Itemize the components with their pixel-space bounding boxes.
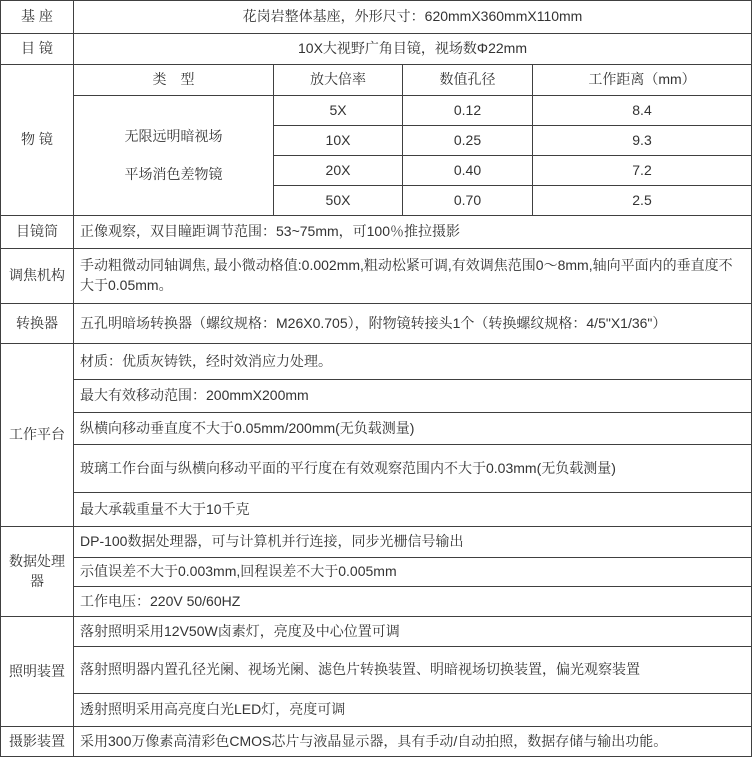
objective-50x-magnification: 50X [274, 186, 403, 216]
stage-item-4: 玻璃工作台面与纵横向移动平面的平行度在有效观察范围内不大于0.03mm(无负载测量) [74, 445, 752, 493]
photography-label: 摄影装置 [1, 727, 74, 757]
objective-label: 物 镜 [1, 65, 74, 216]
eyepiece-tube-value: 正像观察，双目瞳距调节范围：53~75mm，可100％推拉摄影 [74, 216, 752, 249]
nosepiece-value: 五孔明暗场转换器（螺纹规格：M26X0.705），附物镜转接头1个（转换螺纹规格：4/5"X1/36"） [74, 304, 752, 344]
row-base [1, 1, 752, 34]
nosepiece-label: 转换器 [1, 304, 74, 344]
row-objective-5x [1, 96, 752, 126]
row-data-processor-2 [1, 558, 752, 587]
row-photography [1, 727, 752, 757]
data-processor-label: 数据处理器 [1, 527, 74, 617]
objective-10x-magnification: 10X [274, 126, 403, 156]
row-stage-1 [1, 344, 752, 380]
objective-5x-wd: 8.4 [533, 96, 752, 126]
objective-header-type: 类 型 [74, 65, 274, 96]
row-stage-4 [1, 445, 752, 493]
objective-5x-na: 0.12 [403, 96, 533, 126]
row-focusing [1, 249, 752, 304]
data-processor-item-3: 工作电压：220V 50/60HZ [74, 587, 752, 617]
objective-type-line1: 无限远明暗视场 [124, 127, 223, 144]
objective-header-magnification: 放大倍率 [274, 65, 403, 96]
data-processor-item-1: DP-100数据处理器，可与计算机并行连接，同步光栅信号输出 [74, 527, 752, 558]
objective-header-working-distance: 工作距离（mm） [533, 65, 752, 96]
eyepiece-tube-label: 目镜筒 [1, 216, 74, 249]
row-stage-3 [1, 413, 752, 445]
row-stage-5 [1, 493, 752, 527]
row-stage-2 [1, 380, 752, 413]
row-nosepiece [1, 304, 752, 344]
row-illumination-1 [1, 617, 752, 647]
row-eyepiece [1, 34, 752, 65]
row-data-processor-3 [1, 587, 752, 617]
objective-type-line2: 平场消色差物镜 [124, 165, 223, 182]
photography-value: 采用300万像素高清彩色CMOS芯片与液晶显示器，具有手动/自动拍照，数据存储与输出功能。 [74, 727, 752, 757]
illumination-label: 照明装置 [1, 617, 74, 727]
focusing-value: 手动粗微动同轴调焦, 最小微动格值:0.002mm,粗动松紧可调,有效调焦范围0～8mm,轴向平面内的垂直度不大于0.05mm。 [74, 249, 752, 304]
stage-item-3: 纵横向移动垂直度不大于0.05mm/200mm(无负载测量) [74, 413, 752, 445]
illumination-item-1: 落射照明采用12V50W卤素灯，亮度及中心位置可调 [74, 617, 752, 647]
row-eyepiece-tube [1, 216, 752, 249]
objective-type-cell [74, 96, 274, 216]
eyepiece-value: 10X大视野广角目镜，视场数Φ22mm [74, 34, 752, 65]
base-label: 基 座 [1, 1, 74, 34]
row-illumination-3 [1, 694, 752, 727]
objective-50x-wd: 2.5 [533, 186, 752, 216]
objective-header-numerical-aperture: 数值孔径 [403, 65, 533, 96]
objective-5x-magnification: 5X [274, 96, 403, 126]
focusing-label: 调焦机构 [1, 249, 74, 304]
objective-20x-wd: 7.2 [533, 156, 752, 186]
objective-10x-wd: 9.3 [533, 126, 752, 156]
illumination-item-2: 落射照明器内置孔径光阑、视场光阑、滤色片转换装置、明暗视场切换装置，偏光观察装置 [74, 647, 752, 694]
base-value: 花岗岩整体基座，外形尺寸：620mmX360mmX110mm [74, 1, 752, 34]
objective-20x-magnification: 20X [274, 156, 403, 186]
stage-item-2: 最大有效移动范围：200mmX200mm [74, 380, 752, 413]
data-processor-item-2: 示值误差不大于0.003mm,回程误差不大于0.005mm [74, 558, 752, 587]
eyepiece-label: 目 镜 [1, 34, 74, 65]
illumination-item-3: 透射照明采用高亮度白光LED灯，亮度可调 [74, 694, 752, 727]
objective-20x-na: 0.40 [403, 156, 533, 186]
row-data-processor-1 [1, 527, 752, 558]
objective-10x-na: 0.25 [403, 126, 533, 156]
row-objective-header [1, 65, 752, 96]
objective-50x-na: 0.70 [403, 186, 533, 216]
stage-item-1: 材质：优质灰铸铁，经时效消应力处理。 [74, 344, 752, 380]
stage-label: 工作平台 [1, 344, 74, 527]
stage-item-5: 最大承载重量不大于10千克 [74, 493, 752, 527]
row-illumination-2 [1, 647, 752, 694]
